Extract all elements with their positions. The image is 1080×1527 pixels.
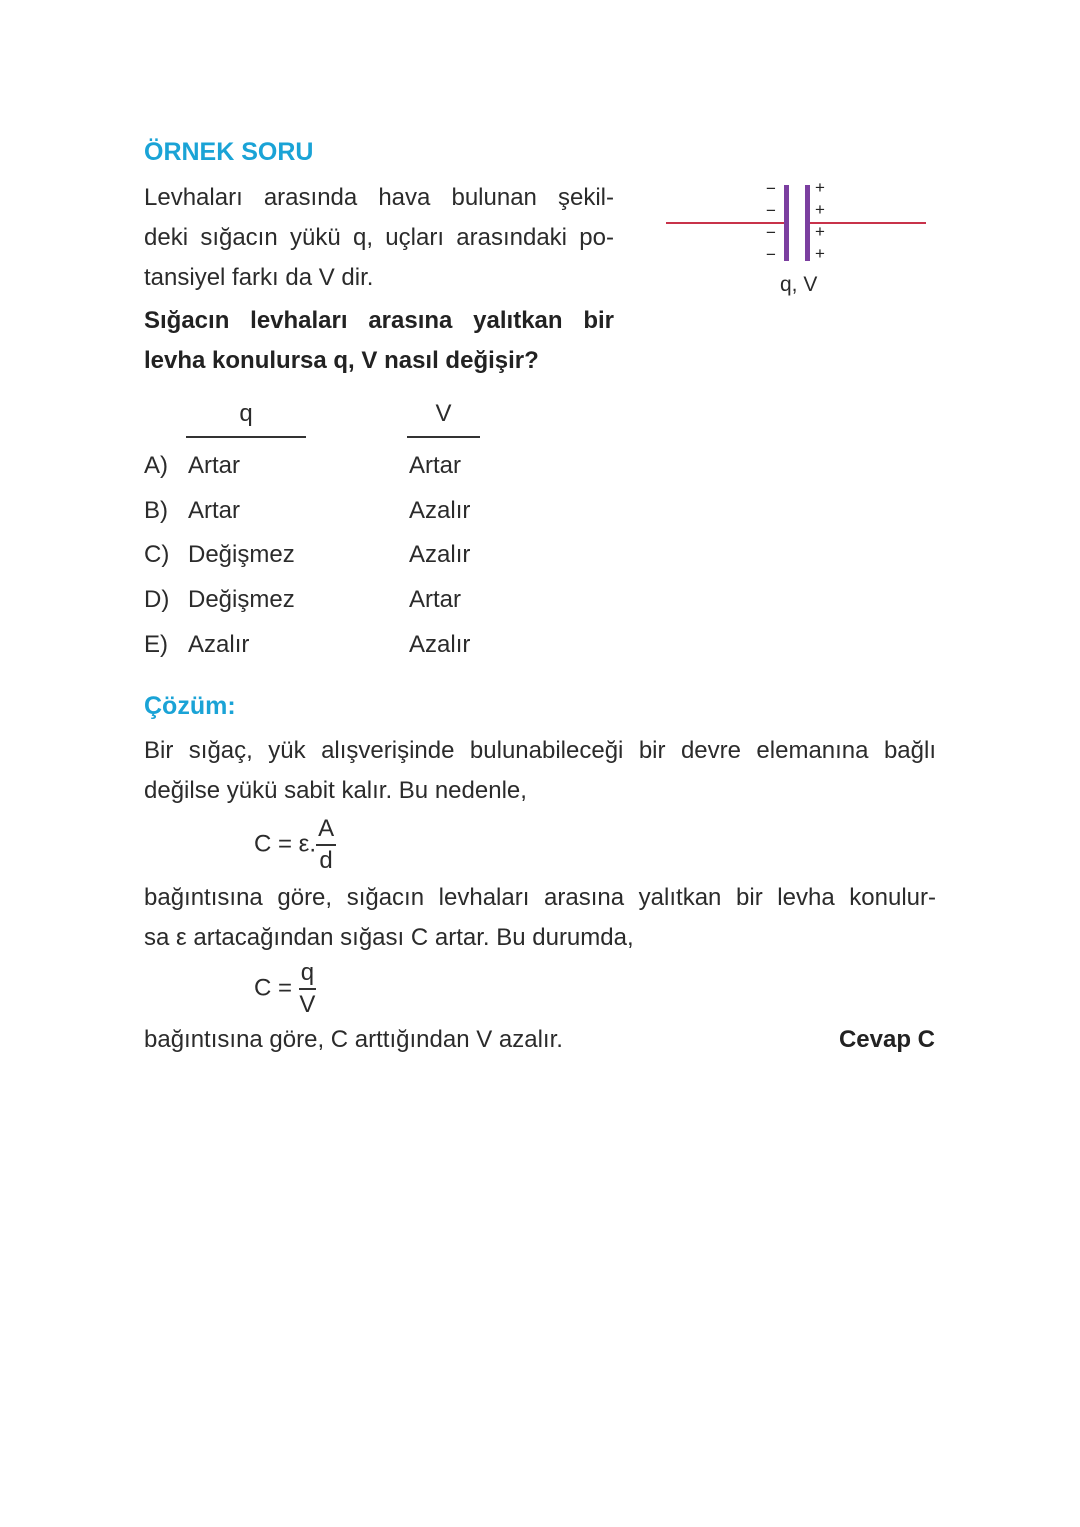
question-line: tansiyel farkı da V dir. [144,264,374,291]
option-letter: C) [144,541,170,568]
charge-voltage-formula [254,958,316,1020]
option-letter: D) [144,586,170,613]
formula-lhs: C = [254,974,293,1002]
solution-line: Bir sığaç, yük alışverişinde bulunabileceği bir devre elemanına bağlı [144,737,936,764]
negative-plate [784,185,789,261]
positive-plate [805,185,810,261]
formula-denominator: V [299,991,316,1018]
plus-sign: + [815,178,825,197]
question-line: Levhaları arasında hava bulunan şekil- [144,184,614,211]
option-q-value: Artar [188,452,241,479]
option-q-value: Artar [188,497,241,524]
plus-sign: + [815,222,825,241]
option-letter: B) [144,497,168,524]
capacitor-label: q, V [780,273,818,296]
question-text [144,178,614,381]
solution-paragraph-1 [144,731,936,811]
minus-sign: − [766,179,776,198]
solution-line: sa ε artacağından sığası C artar. Bu durumda, [144,924,634,951]
option-v-value: Azalır [409,631,471,658]
question-line: deki sığacın yükü q, uçları arasındaki po- [144,224,614,251]
option-letter: E) [144,631,168,658]
solution-paragraph-2 [144,878,936,958]
example-heading: ÖRNEK SORU [144,138,314,166]
formula-numerator: q [299,958,316,990]
option-q-value: Değişmez [188,586,295,613]
formula-fraction [316,814,336,876]
minus-sign: − [766,201,776,220]
capacitance-formula [254,814,336,876]
solution-conclusion: bağıntısına göre, C arttığından V azalır. [144,1026,563,1053]
solution-heading: Çözüm: [144,692,236,720]
minus-sign: − [766,245,776,264]
column-header-v: V [407,400,480,438]
option-q-value: Değişmez [188,541,295,568]
option-v-value: Azalır [409,541,471,568]
option-q-value: Azalır [188,631,250,658]
solution-line: bağıntısına göre, sığacın levhaları arasına yalıtkan bir levha konulur- [144,884,936,911]
capacitor-diagram [660,175,935,270]
capacitor-figure [660,175,935,305]
answer-label: Cevap C [838,1026,935,1053]
solution-line: değilse yükü sabit kalır. Bu nedenle, [144,777,527,804]
formula-lhs: C = ε. [254,830,317,858]
minus-sign: − [766,223,776,242]
option-v-value: Artar [409,586,462,613]
option-letter: A) [144,452,168,479]
option-v-value: Azalır [409,497,471,524]
plus-sign: + [815,200,825,219]
column-header-q: q [186,400,306,438]
option-v-value: Artar [409,452,462,479]
formula-denominator: d [319,847,333,874]
question-bold-line: levha konulursa q, V nasıl değişir? [144,347,539,374]
plus-sign: + [815,244,825,263]
formula-numerator: A [316,814,336,846]
question-bold-line: Sığacın levhaları arasına yalıtkan bir [144,307,614,334]
formula-fraction [299,958,316,1020]
